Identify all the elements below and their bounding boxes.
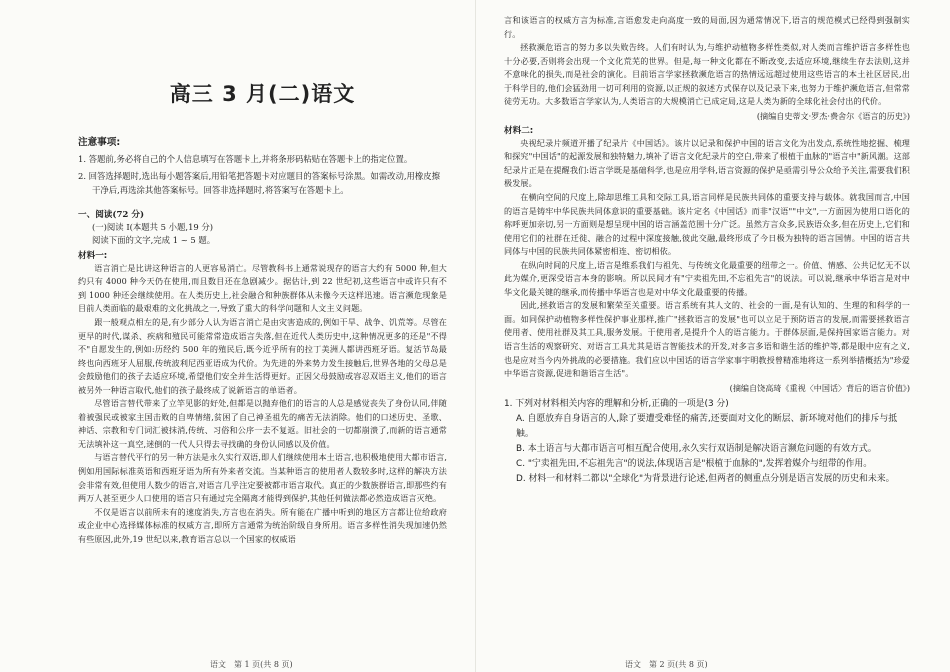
source-citation-1: (摘编自史蒂文·罗杰·费舍尔《语言的历史》) bbox=[756, 110, 910, 121]
page-title: 高三 3 月(二)语文 bbox=[169, 82, 356, 106]
paragraph: 在横向空间的尺度上,除却思维工具和交际工具,语言同样是民族共同体的重要支持与载体。就我国而言,中国的语言是铸牢中华民族共同体意识的重要基础。该片定名《中国话》而非"汉语""中文",一方面因为使用口语化的称呼更加亲切,另一方面则是想呈现中国的语言涵盖范围十分广泛。虽然方言众多,民族语众多,但在历史上,它们和使用它们的社群在迁徙、融合的过程中深度接触,彼此交融,最终形成了今日极为独特的语言国情。中国的语言共同体与中国的民族共同体紧密相连、密切相依。 bbox=[504, 192, 910, 257]
paragraph: 不仅是语言以前所未有的速度消失,方言也在消失。所有能在广播中听到的地区方言都让位给政府或企业中心选择媒体标准的权威方言,即所方言通常为统治阶级自身所用。语言多样性消失现加速仍然有些原因,此外,19 世纪以来,教育语言总以一个国家的权威语 bbox=[78, 506, 447, 544]
paragraph: 与语言替代平行的另一种方法是永久实行双语,即人们继续使用本土语言,也积极地使用大都市语言,例如用国际标准英语和西班牙语为所有外来者交流。当某种语言的使用者人数较多时,这样的解决方法会非常有效,但使用人数少的语言,对语言几乎注定要被都市语言取代。真正的少数族群语言,即那些约有两万人甚至更少人口使用的语言只有通过完全隔离才能得到保护,其他任何做法都必然造成语言灭绝。 bbox=[78, 452, 448, 504]
material-2-label: 材料二: bbox=[504, 125, 534, 136]
note-item-1: 1. 答题前,务必将自己的个人信息填写在答题卡上,并将条形码粘贴在答题卡上的指定位置。 bbox=[78, 154, 413, 164]
option-d: D. 材料一和材料二都以"全球化"为背景进行论述,但两者的侧重点分别是语言发展的历史和未来。 bbox=[516, 473, 895, 484]
right-column bbox=[475, 0, 950, 672]
paragraph: 拯救濒危语言的努力多以失败告终。人们有时认为,与维护动植物多样性类似,对人类而言维护语言多样性也十分必要,否则将会出现一个文化荒芜的世界。但是,每一种文化都在不断改变,去适应环境,继续生存去法则,这并不意味化的损失,而是社会的演化。目前语言学家拯救濒危语言的热情远远超过使用这些语言的本土社区居民,出于科学目的,他们会猛劲用一切可利用的资源,以正规的叙述方式保存以及记录下来,也努力于维护濒危语言,但常常徒劳无功。大多数语言学家认为,人类语言的大规模消亡已成定局,这是人类为新的全球化社会付出的代价。 bbox=[504, 42, 910, 107]
paragraph: 央视纪录片频道开播了纪录片《中国话》。该片以记录和保护中国的语言文化为出发点,系统性地挖掘、梳理和探究"中国话"的起源发展和独特魅力,填补了语言文化纪录片的空白,带来了根植于血脉的"语言中"新风潮。这部纪录片正是在提醒我们:语言学既是基础科学,也是应用学科,语言资源的保护是亟需引导公众给予关注,需要我们积极发展。 bbox=[504, 137, 910, 189]
paragraph: 言和该语言的权威方言为标准,言语愈发走向高度一致的局面,因为通常情况下,语言的规范模式已经得到强制实行。 bbox=[504, 15, 910, 39]
notes-label: 注意事项: bbox=[78, 137, 121, 148]
note-item-2: 2. 回答选择题时,选出每小题答案后,用铅笔把答题卡对应题目的答案标号涂黑。如需改动,用橡皮擦干净后,再选涂其他答案标号。回答非选择题时,将答案写在答题卡上。 bbox=[78, 171, 441, 196]
option-b: B. 本土语言与大都市语言可相互配合使用,永久实行双语制是解决语言濒危问题的有效方式。 bbox=[516, 443, 877, 454]
reading-instruction: 阅读下面的文字,完成 1 ~ 5 题。 bbox=[92, 235, 216, 246]
paragraph: 尽管语言替代带来了立竿见影的好处,但都是以抛弃他们的语言的人总是感觉丧失了身份认同,伴随着被强民或被家主国击败的自卑情绪,贫困了自己神圣祖先的痛苦无法消除。他们的口述历史、圣歌、神话、宗教和专门词汇被抹消,传统、习俗和公序一去不复返。旧社会的一切都崩溃了,而新的语言通常无法填补这一真空,迷倒的一代人只得去寻找确的身份认同感以及价值。 bbox=[78, 398, 447, 449]
option-c: C. "宁卖祖先田,不忘祖先言"的说法,体现语言是"根植于血脉的",发挥着媒介与纽带的作用。 bbox=[516, 458, 873, 469]
section-heading: 一、阅读(72 分) bbox=[78, 209, 145, 220]
question-1: 1. 下列对材料相关内容的理解和分析,正确的一项是(3 分) bbox=[504, 398, 729, 409]
paragraph: 跟一般观点相左的是,有少部分人认为语言消亡是由灾害造成的,例如干旱、战争、饥荒等。尽管在更早的时代,谋杀、疾病和殖民可能常常造成语言失落,但在近代人类历史中,这种情况更多的还是"不得不"自愿发生的,例如:历经约 500 年的殖民后,既今近乎所有的拉丁美洲人都讲西班牙语。复活节岛最终也向西班牙人屈服,传统波利尼西亚语成为代价。为先进的外来势力发生接触后,世界各地的父母总是会鼓励他们的孩子去适应环境,希望他们安全并生活得更好。正因父母鼓励或容忍双语主义,他们的语言被另外一种语言取代,他们的孩子最终成了说新语言的单语者。 bbox=[78, 316, 447, 395]
page-footer-left: 语文 第 1 页(共 8 页) bbox=[210, 660, 293, 669]
option-a: A. 自愿放弃自身语言的人,除了要遭受难怪的痛苦,还要面对文化的断层、新环境对他们的排斥与抵触。 bbox=[516, 413, 898, 439]
paragraph: 在纵向时间的尺度上,语言是维系我们与祖先、与传统文化最重要的纽带之一。价值、情感、公共记忆无不以此为媒介,更深受语言本身的影响。所以民间才有"宁卖祖先田,不忘祖先言"的说法。可以说,继承中华语言是对中华文化最关键的继承,而传播中华语言也是对中华文化最重要的传播。 bbox=[504, 259, 910, 297]
page-footer-right: 语文 第 2 页(共 8 页) bbox=[625, 660, 708, 669]
material-1-label: 材料一: bbox=[78, 250, 108, 261]
subsection-heading: (一)阅读 I(本题共 5 小题,19 分) bbox=[92, 221, 214, 232]
paragraph: 因此,拯救语言的发展和繁荣至关重要。语言系统有其人文的、社会的一面,是有认知的、生理的和科学的一面。如同保护动植物多样性保护事业那样,推广"拯救语言的发展"也可以立足于预防语言的发展,而需要拯救语言使用者、使用社群及其工具,服务发展。于使用者,是提升个人的语言能力。于群体层面,是保持国家语言能力。对语言生活的观察研究、对语言工具尤其是语言智能技术的开发,对多言多语和谐生活的维护等,都是眼中应有之义,也是应对当今内外挑战的必要措施。我们应以中国话的语言学家事宇明教授曾精准地将这一系列举措概括为"珍爱中华语言资源,促进和谐语言生活"。 bbox=[504, 300, 910, 379]
source-citation-2: (摘编自饶高琦《重视〈中国话〉背后的语言价值》) bbox=[729, 382, 910, 393]
paragraph: 语言消亡是比讲这种语言的人更容易消亡。尽管教科书上通常说现存的语言大约有 5000 种,但大约只有 4000 种今天仍在使用,而且数目还在急剧减少。据估计,到 22 世纪初,这些语言中或许只有不到 1000 种还会继续使用。在人类历史上,社会融合和种族群体从未像今天这样迅速。语言濒危现象是目前人类面临的最艰难的文化挑战之一,导致了重大的科学问题和人文主义问题。 bbox=[78, 262, 447, 314]
